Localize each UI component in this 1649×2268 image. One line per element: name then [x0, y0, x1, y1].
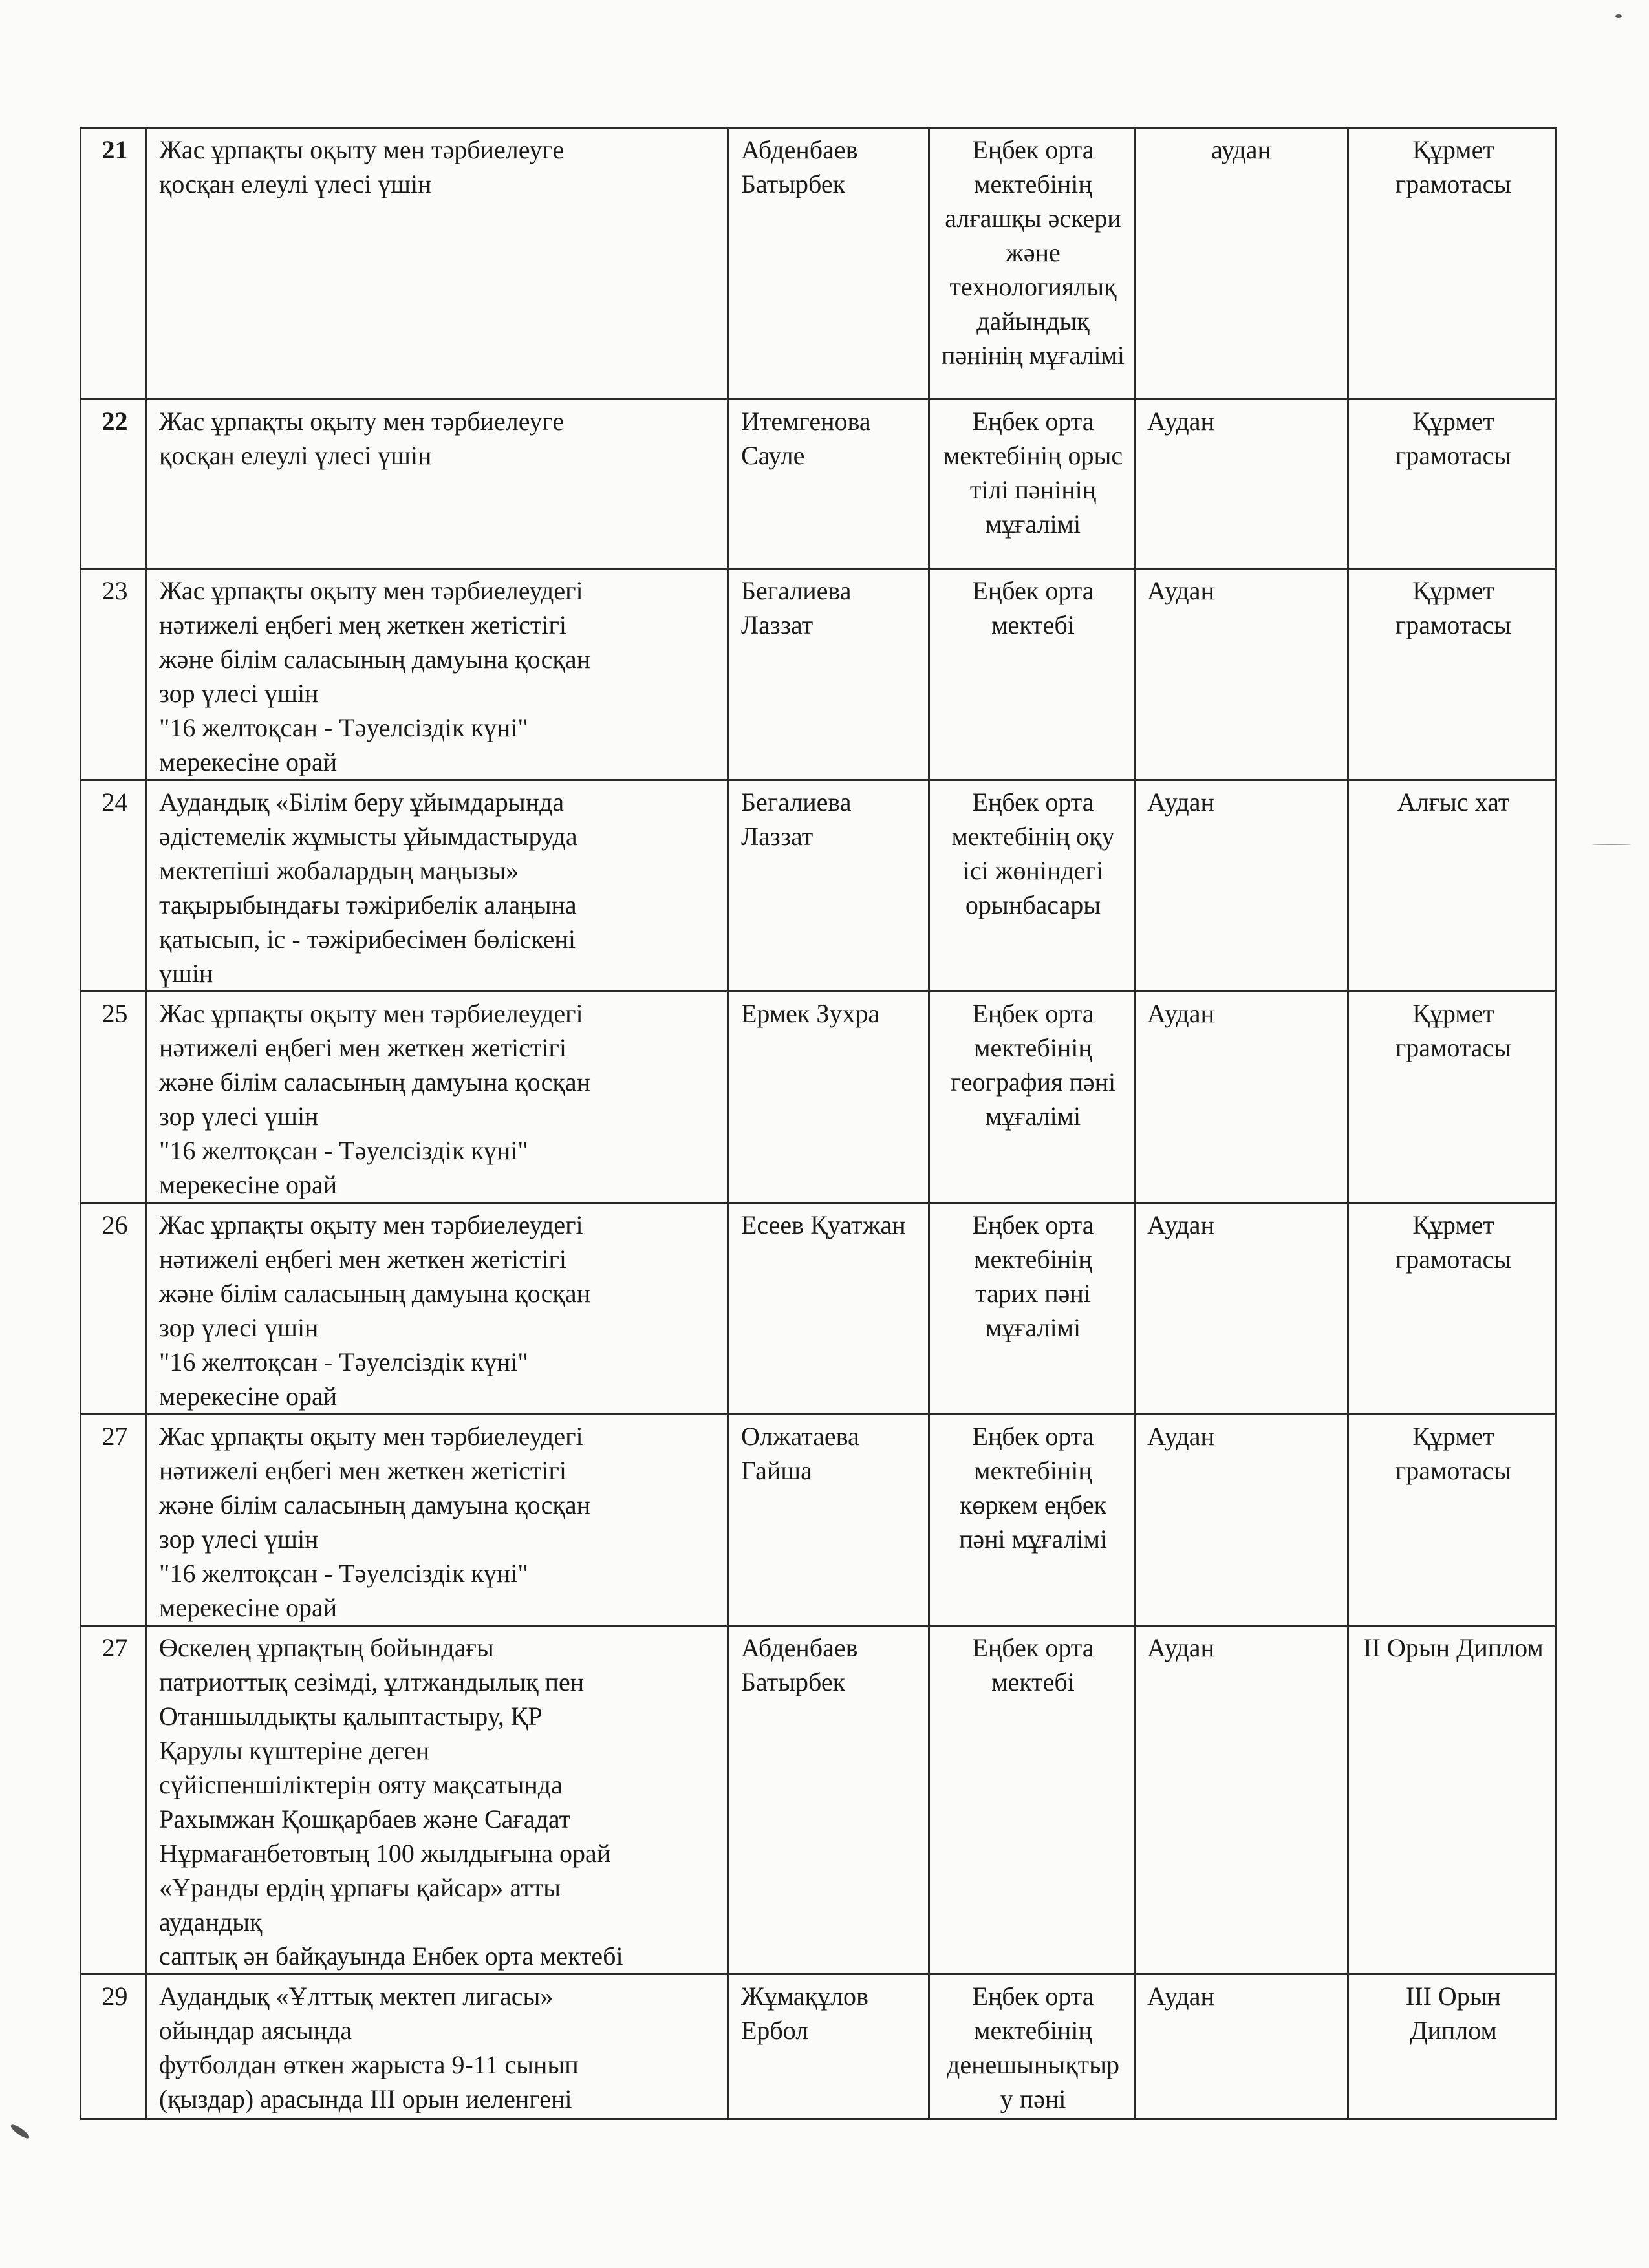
award-reason-line: «Ұранды ердің ұрпағы қайсар» атты — [159, 1873, 561, 1902]
award-reason-line: Отаншылдықты қалыптастыру, ҚР — [159, 1702, 543, 1731]
award-reason-line: Нұрмағанбетовтың 100 жылдығына орай — [159, 1839, 611, 1868]
award-reason-line: сүйіспеншіліктерін ояту мақсатында — [159, 1770, 563, 1799]
table-row — [81, 400, 1557, 569]
award-type: Құрмет грамотасы — [1348, 400, 1557, 569]
award-reason-line: нәтижелі еңбегі мен жеткен жетістігі — [159, 1456, 566, 1485]
recipient-name: Абденбаев Батырбек — [729, 1626, 929, 1974]
award-reason-line: аудандық — [159, 1907, 263, 1936]
award-reason-line: нәтижелі еңбегі мен жеткен жетістігі — [159, 1033, 566, 1062]
award-reason-line: Жас ұрпақты оқыту мен тәрбиелеудегі — [159, 1210, 583, 1239]
award-reason-line: қосқан елеулі үлесі үшін — [159, 441, 432, 470]
award-reason-line: Қарулы күштеріне деген — [159, 1736, 429, 1765]
recipient-name: Бегалиева Лаззат — [729, 569, 929, 780]
award-reason-line: мектепішi жобалардың маңызы» — [159, 856, 519, 885]
table-row — [81, 128, 1557, 400]
recipient-name: Жұмақұлов Ербол — [729, 1974, 929, 2119]
award-reason — [147, 400, 729, 569]
scan-speck — [1592, 844, 1631, 845]
award-reason-line: тақырыбындағы тәжірибелік алаңына — [159, 890, 577, 919]
award-reason-line: Жас ұрпақты оқыту мен тәрбиелеудегі — [159, 576, 583, 605]
award-reason-line: Аудандық «Ұлттық мектеп лигасы» — [159, 1982, 554, 2011]
award-reason-line: Жас ұрпақты оқыту мен тәрбиелеуге — [159, 407, 565, 436]
award-reason-line: мерекесіне орай — [159, 1170, 338, 1199]
award-type: ІІІ Орын Диплом — [1348, 1974, 1557, 2119]
award-reason-line: саптық ән байқауында Енбек орта мектебі — [159, 1942, 623, 1971]
award-reason-line: мерекесіне орай — [159, 1593, 338, 1622]
award-reason-line: және білім саласының дамуына қосқан — [159, 1067, 591, 1097]
table-row — [81, 1626, 1557, 1974]
award-level: Аудан — [1135, 1626, 1348, 1974]
award-reason-line: "16 желтоқсан - Тәуелсіздік күні" — [159, 1136, 528, 1165]
recipient-position: Еңбек орта мектебі — [929, 569, 1135, 780]
award-reason-line: Рахымжан Қошқарбаев және Сағадат — [159, 1804, 571, 1834]
award-type: ІІ Орын Диплом — [1348, 1626, 1557, 1974]
award-type: Алғыс хат — [1348, 780, 1557, 992]
recipient-position: Еңбек орта мектебінің тарих пәні мұғалімі — [929, 1203, 1135, 1415]
scan-speck — [1615, 14, 1622, 18]
recipient-name: Итемгенова Сауле — [729, 400, 929, 569]
award-level: Аудан — [1135, 400, 1348, 569]
scan-speck — [9, 2123, 31, 2141]
award-type: Құрмет грамотасы — [1348, 569, 1557, 780]
award-level: Аудан — [1135, 569, 1348, 780]
award-type: Құрмет грамотасы — [1348, 992, 1557, 1203]
award-reason-line: Жас ұрпақты оқыту мен тәрбиелеудегі — [159, 1422, 583, 1451]
recipient-position: Еңбек орта мектебінің география пәні мұғалімі — [929, 992, 1135, 1203]
award-reason-line: ойындар аясында — [159, 2016, 352, 2045]
award-reason — [147, 128, 729, 400]
table-row — [81, 992, 1557, 1203]
table-row — [81, 780, 1557, 992]
table-row — [81, 1415, 1557, 1626]
row-number: 22 — [81, 400, 147, 569]
award-reason-line: зор үлесі үшін — [159, 1102, 319, 1131]
award-reason-line: зор үлесі үшін — [159, 679, 319, 708]
award-level: Аудан — [1135, 1203, 1348, 1415]
award-reason-line: Жас ұрпақты оқыту мен тәрбиелеуге — [159, 135, 565, 164]
award-reason-line: патриоттық сезімді, ұлтжандылық пен — [159, 1667, 585, 1696]
award-reason-line: Аудандық «Білім беру ұйымдарында — [159, 787, 565, 817]
row-number: 26 — [81, 1203, 147, 1415]
award-level: Аудан — [1135, 1415, 1348, 1626]
award-reason-line: "16 желтоқсан - Тәуелсіздік күні" — [159, 1559, 528, 1588]
award-reason-line: қатысып, іс - тәжірибесімен бөлiскенi — [159, 925, 576, 954]
award-reason-line: және білім саласының дамуына қосқан — [159, 645, 591, 674]
recipient-name: Бегалиева Лаззат — [729, 780, 929, 992]
row-number: 23 — [81, 569, 147, 780]
award-reason-line: "16 желтоқсан - Тәуелсіздік күні" — [159, 1347, 528, 1376]
recipient-name: Абденбаев Батырбек — [729, 128, 929, 400]
award-reason-line: қосқан елеулі үлесі үшін — [159, 169, 432, 198]
row-number: 27 — [81, 1415, 147, 1626]
award-reason — [147, 1626, 729, 1974]
award-reason-line: Өскелең ұрпақтың бойындағы — [159, 1633, 494, 1662]
row-number: 29 — [81, 1974, 147, 2119]
table-row — [81, 1974, 1557, 2119]
award-reason — [147, 1974, 729, 2119]
award-reason-line: "16 желтоқсан - Тәуелсіздік күні" — [159, 713, 528, 742]
award-level: Аудан — [1135, 992, 1348, 1203]
award-reason-line: зор үлесі үшін — [159, 1313, 319, 1342]
award-reason-line: мерекесіне орай — [159, 1382, 338, 1411]
award-reason-line: зор үлесі үшін — [159, 1524, 319, 1554]
award-reason-line: және білім саласының дамуына қосқан — [159, 1279, 591, 1308]
recipient-position: Еңбек орта мектебінің алғашқы әскери және технологиялық дайындық пәнінің мұғалімі — [929, 128, 1135, 400]
recipient-position: Еңбек орта мектебінің оқу ісі жөніндегі орынбасары — [929, 780, 1135, 992]
award-reason — [147, 1415, 729, 1626]
award-reason-line: нәтижелі еңбегі мең жеткен жетістігі — [159, 610, 566, 639]
recipient-name: Есеев Қуатжан — [729, 1203, 929, 1415]
award-reason-line: және білім саласының дамуына қосқан — [159, 1490, 591, 1519]
row-number: 21 — [81, 128, 147, 400]
award-reason-line: әдістемелік жұмысты ұйымдастыруда — [159, 822, 577, 851]
recipient-position: Еңбек орта мектебінің көркем еңбек пәні мұғалімі — [929, 1415, 1135, 1626]
award-level: аудан — [1135, 128, 1348, 400]
award-reason — [147, 780, 729, 992]
award-reason — [147, 992, 729, 1203]
award-reason — [147, 569, 729, 780]
row-number: 24 — [81, 780, 147, 992]
recipient-position: Еңбек орта мектебі — [929, 1626, 1135, 1974]
awards-table — [80, 127, 1557, 2120]
table-row — [81, 1203, 1557, 1415]
award-reason-line: үшін — [159, 959, 213, 988]
row-number: 27 — [81, 1626, 147, 1974]
award-level: Аудан — [1135, 1974, 1348, 2119]
award-reason-line: (қыздар) арасында ІІІ орын иеленгені — [159, 2084, 572, 2113]
award-reason-line: нәтижелі еңбегі мен жеткен жетістігі — [159, 1245, 566, 1274]
award-type: Құрмет грамотасы — [1348, 1415, 1557, 1626]
award-reason-line: футболдан өткен жарыста 9-11 сынып — [159, 2050, 579, 2079]
award-level: Аудан — [1135, 780, 1348, 992]
award-reason — [147, 1203, 729, 1415]
recipient-position: Еңбек орта мектебінің орыс тілі пәнінің мұғалімі — [929, 400, 1135, 569]
award-type: Құрмет грамотасы — [1348, 1203, 1557, 1415]
award-reason-line: мерекесіне орай — [159, 747, 338, 776]
recipient-name: Олжатаева Гайша — [729, 1415, 929, 1626]
table-row — [81, 569, 1557, 780]
recipient-name: Ермек Зухра — [729, 992, 929, 1203]
recipient-position: Еңбек орта мектебінің денешынықтыру пәні — [929, 1974, 1135, 2119]
award-type: Құрмет грамотасы — [1348, 128, 1557, 400]
row-number: 25 — [81, 992, 147, 1203]
award-reason-line: Жас ұрпақты оқыту мен тәрбиелеудегі — [159, 999, 583, 1028]
